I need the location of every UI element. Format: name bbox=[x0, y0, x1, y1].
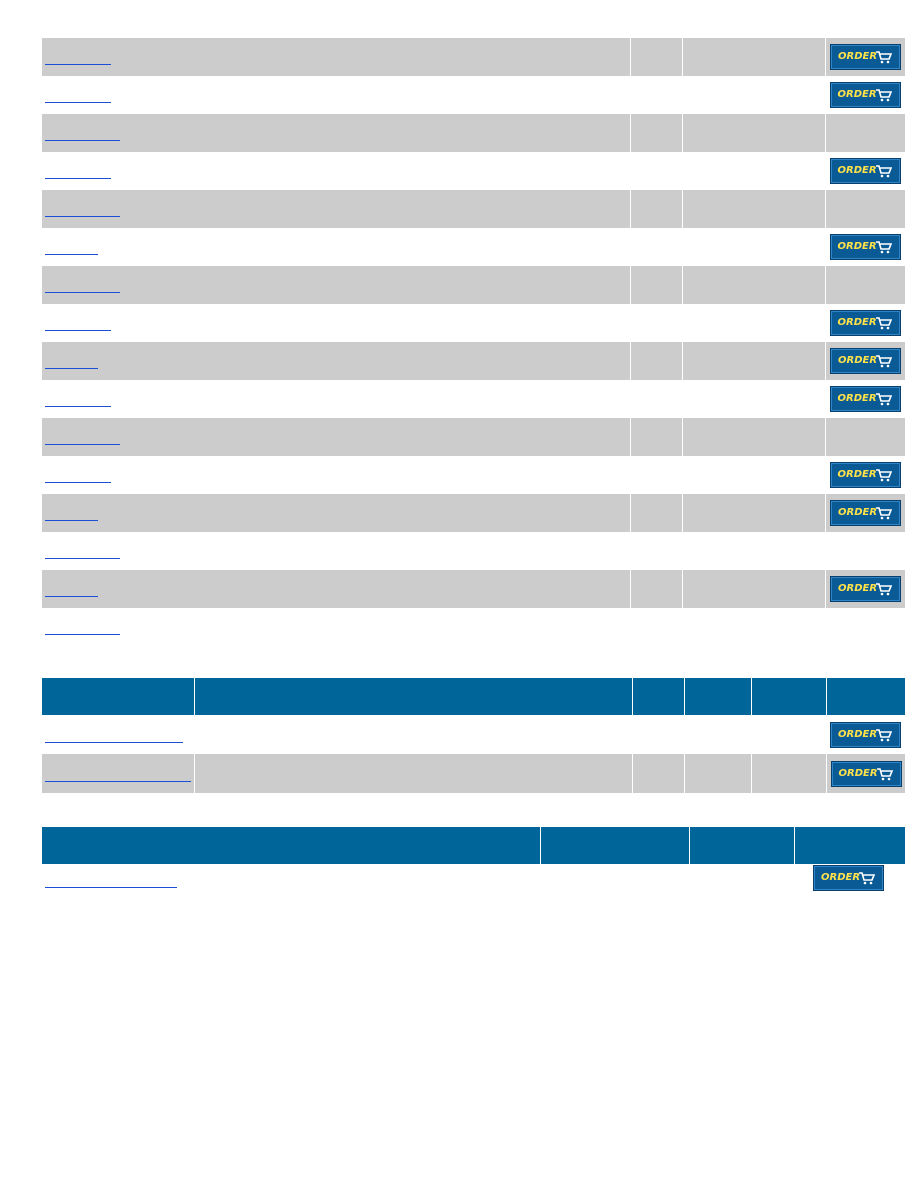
product-cell bbox=[42, 266, 630, 304]
product-link[interactable] bbox=[45, 177, 111, 179]
table-row bbox=[42, 76, 905, 114]
product-cell bbox=[42, 532, 630, 570]
header-cell bbox=[194, 678, 632, 715]
product-cell bbox=[42, 380, 630, 418]
header-cell bbox=[751, 678, 826, 715]
cart-icon bbox=[875, 392, 893, 406]
cart-icon bbox=[875, 164, 893, 178]
product-cell bbox=[42, 418, 630, 456]
header-cell bbox=[42, 827, 540, 864]
table-row bbox=[42, 380, 905, 418]
table-row bbox=[42, 494, 905, 532]
cart-icon bbox=[875, 240, 893, 254]
cart-icon bbox=[875, 728, 893, 742]
table-row bbox=[42, 418, 905, 456]
table-row bbox=[42, 342, 905, 380]
product-cell bbox=[42, 456, 630, 494]
product-link[interactable] bbox=[45, 63, 111, 65]
product-table-2 bbox=[42, 678, 905, 793]
order-button[interactable]: ORDER bbox=[831, 387, 900, 411]
product-table-1 bbox=[42, 38, 905, 646]
product-cell bbox=[42, 228, 630, 266]
order-button[interactable]: ORDER bbox=[814, 866, 883, 890]
order-button[interactable]: ORDER bbox=[831, 577, 900, 601]
table-row bbox=[42, 864, 905, 900]
product-link[interactable] bbox=[45, 215, 120, 217]
product-link[interactable] bbox=[45, 253, 98, 255]
product-link[interactable] bbox=[45, 741, 183, 743]
product-link[interactable] bbox=[45, 886, 177, 888]
product-link[interactable] bbox=[45, 633, 120, 635]
cart-icon bbox=[875, 316, 893, 330]
order-button[interactable]: ORDER bbox=[831, 349, 900, 373]
table-row bbox=[42, 570, 905, 608]
product-cell bbox=[42, 38, 630, 76]
order-button[interactable]: ORDER bbox=[832, 762, 901, 786]
product-link[interactable] bbox=[45, 519, 98, 521]
order-button[interactable]: ORDER bbox=[831, 463, 900, 487]
cart-icon bbox=[858, 871, 876, 885]
cart-icon bbox=[875, 506, 893, 520]
product-cell bbox=[42, 190, 630, 228]
header-cell bbox=[689, 827, 794, 864]
table-row bbox=[42, 266, 905, 304]
table-row bbox=[42, 38, 905, 76]
product-cell bbox=[42, 152, 630, 190]
product-link[interactable] bbox=[45, 780, 191, 782]
product-cell bbox=[42, 304, 630, 342]
product-cell bbox=[42, 494, 630, 532]
table-row bbox=[42, 114, 905, 152]
product-cell bbox=[42, 342, 630, 380]
order-button[interactable]: ORDER bbox=[831, 501, 900, 525]
product-cell bbox=[42, 570, 630, 608]
table-row bbox=[42, 456, 905, 494]
cart-icon bbox=[875, 468, 893, 482]
product-link[interactable] bbox=[45, 291, 120, 293]
table-row bbox=[42, 754, 905, 793]
order-button[interactable]: ORDER bbox=[831, 723, 900, 747]
table-header-row bbox=[42, 827, 905, 864]
table-row bbox=[42, 190, 905, 228]
header-cell bbox=[826, 678, 905, 715]
product-link[interactable] bbox=[45, 405, 111, 407]
product-link[interactable] bbox=[45, 481, 111, 483]
order-button[interactable]: ORDER bbox=[831, 45, 900, 69]
table-row bbox=[42, 228, 905, 266]
order-button[interactable]: ORDER bbox=[831, 235, 900, 259]
product-cell bbox=[42, 864, 540, 900]
product-link[interactable] bbox=[45, 139, 120, 141]
table-row bbox=[42, 715, 905, 754]
product-table-3 bbox=[42, 827, 905, 900]
header-cell bbox=[684, 678, 751, 715]
table-row bbox=[42, 532, 905, 570]
table-row bbox=[42, 608, 905, 646]
product-link[interactable] bbox=[45, 329, 111, 331]
cart-icon bbox=[876, 767, 894, 781]
product-link[interactable] bbox=[45, 443, 120, 445]
cart-icon bbox=[875, 88, 893, 102]
header-cell bbox=[632, 678, 684, 715]
product-cell bbox=[42, 715, 194, 754]
cart-icon bbox=[875, 354, 893, 368]
order-button[interactable]: ORDER bbox=[831, 83, 900, 107]
order-button[interactable]: ORDER bbox=[831, 159, 900, 183]
table-header-row bbox=[42, 678, 905, 715]
product-link[interactable] bbox=[45, 367, 98, 369]
header-cell bbox=[42, 678, 194, 715]
product-link[interactable] bbox=[45, 101, 111, 103]
header-cell bbox=[794, 827, 905, 864]
table-row bbox=[42, 304, 905, 342]
product-cell bbox=[42, 608, 630, 646]
table-row bbox=[42, 152, 905, 190]
header-cell bbox=[540, 827, 689, 864]
cart-icon bbox=[875, 50, 893, 64]
product-link[interactable] bbox=[45, 595, 98, 597]
order-button[interactable]: ORDER bbox=[831, 311, 900, 335]
product-cell bbox=[42, 76, 630, 114]
product-link[interactable] bbox=[45, 557, 120, 559]
product-cell bbox=[42, 114, 630, 152]
cart-icon bbox=[875, 582, 893, 596]
product-cell bbox=[42, 754, 194, 793]
